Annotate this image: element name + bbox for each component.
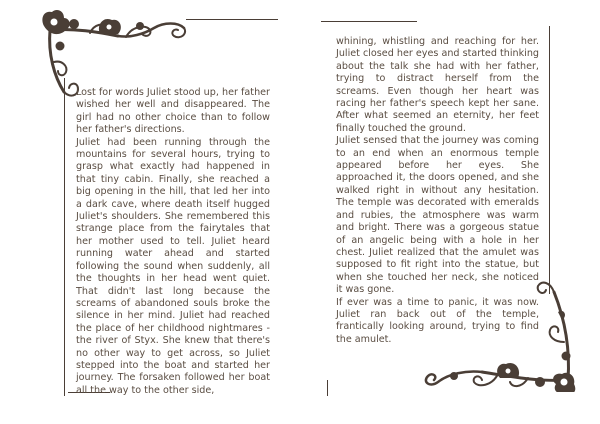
paragraph: Lost for words Juliet stood up, her father wished her well and disappeared. The girl had no other choice than to follow her father's directions. <box>76 87 270 136</box>
left-text-column <box>76 87 270 397</box>
frame-rule-right-vertical <box>549 26 550 294</box>
flourish-corner-icon <box>34 6 190 100</box>
frame-rule-top-right <box>321 21 417 22</box>
paragraph: Juliet sensed that the journey was coming to an end when an enormous temple appeared before her eyes. She approached it, the doors opened, and she walked right in without any hesitation. The temple was decorated with emeralds and rubies, the atmosphere was warm and bright. There was a gorgeous statue of an angelic being with a hole in her chest. Juliet realized that the amulet was supposed to fit right into the statue, but when she touched her neck, she noticed it was gone. <box>336 135 539 296</box>
paragraph: whining, whistling and reaching for her. Juliet closed her eyes and started thinking about the talk she had with her father, trying to distract herself from the screams. Even though her heart was racing her father's speech kept her sane. After what seemed an eternity, her feet finally touched the ground. <box>336 36 539 134</box>
paragraph: Juliet had been running through the mountains for several hours, trying to grasp what exactly had happened in that tiny cabin. Finally, she reached a big opening in the hill, that led her into a dark cave, where death itself hugged Juliet's shoulders. She remembered this strange place from the fairytales that her mother used to tell. Juliet heard running water ahead and started following the sound when suddenly, all the thoughts in her head went quiet. That didn't last long because the screams of abandoned souls broke the silence in her mind. Juliet had reached the place of her childhood nightmares - the river of Styx. She knew that there's no other way to get across, so Juliet stepped into the boat and started her journey. The forsaken followed her boat all the way to the other side, <box>76 136 270 396</box>
frame-rule-top-left <box>186 19 278 20</box>
right-text-column <box>336 36 539 346</box>
paragraph: If ever was a time to panic, it was now. Juliet ran back out of the temple, frantically looking around, trying to find the amulet. <box>336 296 539 345</box>
frame-rule-left-vertical <box>64 78 65 396</box>
frame-rule-right-bottom-vertical <box>327 380 328 396</box>
